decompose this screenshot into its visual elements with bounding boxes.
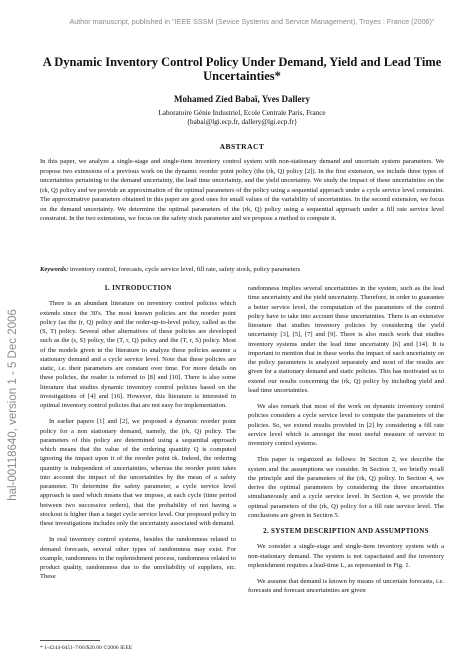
left-column (40, 284, 236, 589)
affiliation (40, 109, 444, 127)
paper-authors: Mohamed Zied Babaï, Yves Dallery (174, 94, 310, 104)
hal-side-stamp (6, 255, 20, 555)
paragraph: This paper is organized as follows: In Section 2, we describe the system and the assumptions we consider. In Section 3, we briefly recall the principle and the parameters of the (rk, Q) policy. In Section 4, we derive the optimal parameters by considering the three uncertainties simultaneously and a cycle service level. In Section 4, we provide the optimal parameters of the (rk, Q) policy for a fill rate service level. The conclusions are given in Section 5. (248, 456, 444, 519)
abstract-heading: ABSTRACT (219, 142, 265, 151)
paragraph: We assume that demand is known by means of uncertain forecasts, i.e. forecasts and forecast uncertainties are given (248, 578, 444, 595)
paragraph: We consider a single-stage and single-item inventory system with a non-stationary demand. The system is not capacitated and the inventory replenishment requires a lead-time L, as represented in Fig. 1. (248, 543, 444, 569)
footnote-rule (40, 640, 100, 641)
abstract-text: In this paper, we analyze a single-stage and single-item inventory control system with non-stationary demand and uncertain system parameters. We propose two extensions of a previous work on the dynamic reorder point policy (the (rk, Q) policy [2]). In the first extension, we include three types of uncertainties pertaining to the demand uncertainty, the lead time uncertainty, and the yield uncertainty. We study the impact of these uncertainties on the (rk, Q) policy and we provide an approximation of the optimal parameters of the policy using a sequential approach under a cycle service level constraint. The approximative parameters obtained in this paper are good ones for small values of the variability of uncertainties. In the second extension, we focus on the demand uncertainty. We determine the optimal parameters of the (rk, Q) policy using a sequential approach under a fill rate service level constraint. In the two extensions, we focus on the safety stock parameter and we propose a method to compute it. (40, 158, 444, 222)
paper-title (40, 55, 444, 83)
affiliation-emails: {babai@lgi.ecp.fr, dallery@lgi.ecp.fr} (186, 118, 298, 126)
copyright-footnote: * 1-4244-0451-7/06/$20.00 ©2006 IEEE (40, 645, 133, 651)
right-column (248, 284, 444, 603)
section-2-heading: 2. SYSTEM DESCRIPTION AND ASSUMPTIONS (263, 527, 429, 535)
section-1-heading: 1. INTRODUCTION (104, 284, 172, 292)
paragraph: randomness implies several uncertainties in the system, such as the lead time uncertainty and the yield uncertainty. Therefore, in order to guarantee a better service level, the computation of the parameters of the control policy have to take into account these uncertainties. There is an extensive literature that studies inventory policies by considering the yield uncertainty [3], [5], [7] and [9]. There is also much work that studies inventory systems under the lead time uncertainty [6] and [14]. It is important to mention that in these works the impact of each uncertainty on the policy parameters is analyzed separately and most of the results are given for a stationary demand and static policies. This has motivated us to extend our results concerning the (rk, Q) policy by including yield and lead time uncertainties. (248, 285, 444, 394)
affiliation-line-1: Laboratoire Génie Industriel, Ecole Centrale Paris, France (158, 109, 326, 117)
hal-side-stamp-text: hal-00118640, version 1 - 5 Dec 2006 (7, 309, 19, 501)
keywords-label: Keywords: (40, 266, 69, 273)
title-line-2: Uncertainties* (203, 69, 281, 83)
manuscript-header-note: Author manuscript, published in "IEEE SSSM (Sevice Systems and Service Management), Troyes : France (2006)" (69, 17, 435, 26)
paragraph: There is an abundant literature on inventory control policies which extends since the 30's. The most known policies are the reorder point policy (as the (r, Q) policy and the order-up-to-level policy, called as the (S, T) policy. Several other alternatives of these policies are developed such as the (s, S) policy, the (T, r, Q) policy and the (T, r, S) policy. Most of the models given in the literature to analyze these policies assume a stationary demand and a cycle service level. Note that these policies are static, i.e. their parameters are constant over time. For more details on these policies, the reader is referred to [8] and [10]. There is also some literature that studies dynamic inventory control policies based on the investigations of [4] and [16]. However, this literature is interested in optimal inventory control policies that are not easy for implementation. (40, 300, 236, 409)
paragraph: In real inventory control systems, besides the randomness related to demand forecasts, several other types of randomness may exist. For example, randomness in the replenishment process, randomness related to product quality, randomness due to the unreliability of suppliers, etc. These (40, 536, 236, 581)
paragraph: In earlier papers [1] and [2], we proposed a dynamic reorder point policy for a non stationary demand, namely, the (rk, Q) policy. The parameters of this policy are determined using a sequential approach which means that the value of the ordering quantity Q is computed ignoring the impact upon it of the reorder point rk. Indeed, the ordering quantity is independent of uncertainties, whereas the reorder point takes into account the impact of the uncertainties by the mean of a safety parameter. To determine the safety parameter, a cycle service level approach is used which means that we impose, at each cycle (time period between two successive orders), that the probability of not having a stockout is higher than a target cycle service level. Our proposed policy in these investigations includes only the uncertainty associated with demand. (40, 418, 236, 527)
keywords-text: inventory control, forecasts, cycle service level, fill rate, safety stock, policy parameters (68, 266, 301, 273)
title-line-1: A Dynamic Inventory Control Policy Under Demand, Yield and Lead Time (42, 55, 442, 69)
keywords (40, 265, 444, 274)
paragraph: We also remark that most of the work on dynamic inventory control policies considers a cycle service level to compute the parameters of the policies. So, we extend results provided in [2] by considering a fill rate service level which is amongst the most useful measure of service in inventory control systems. (248, 403, 444, 447)
